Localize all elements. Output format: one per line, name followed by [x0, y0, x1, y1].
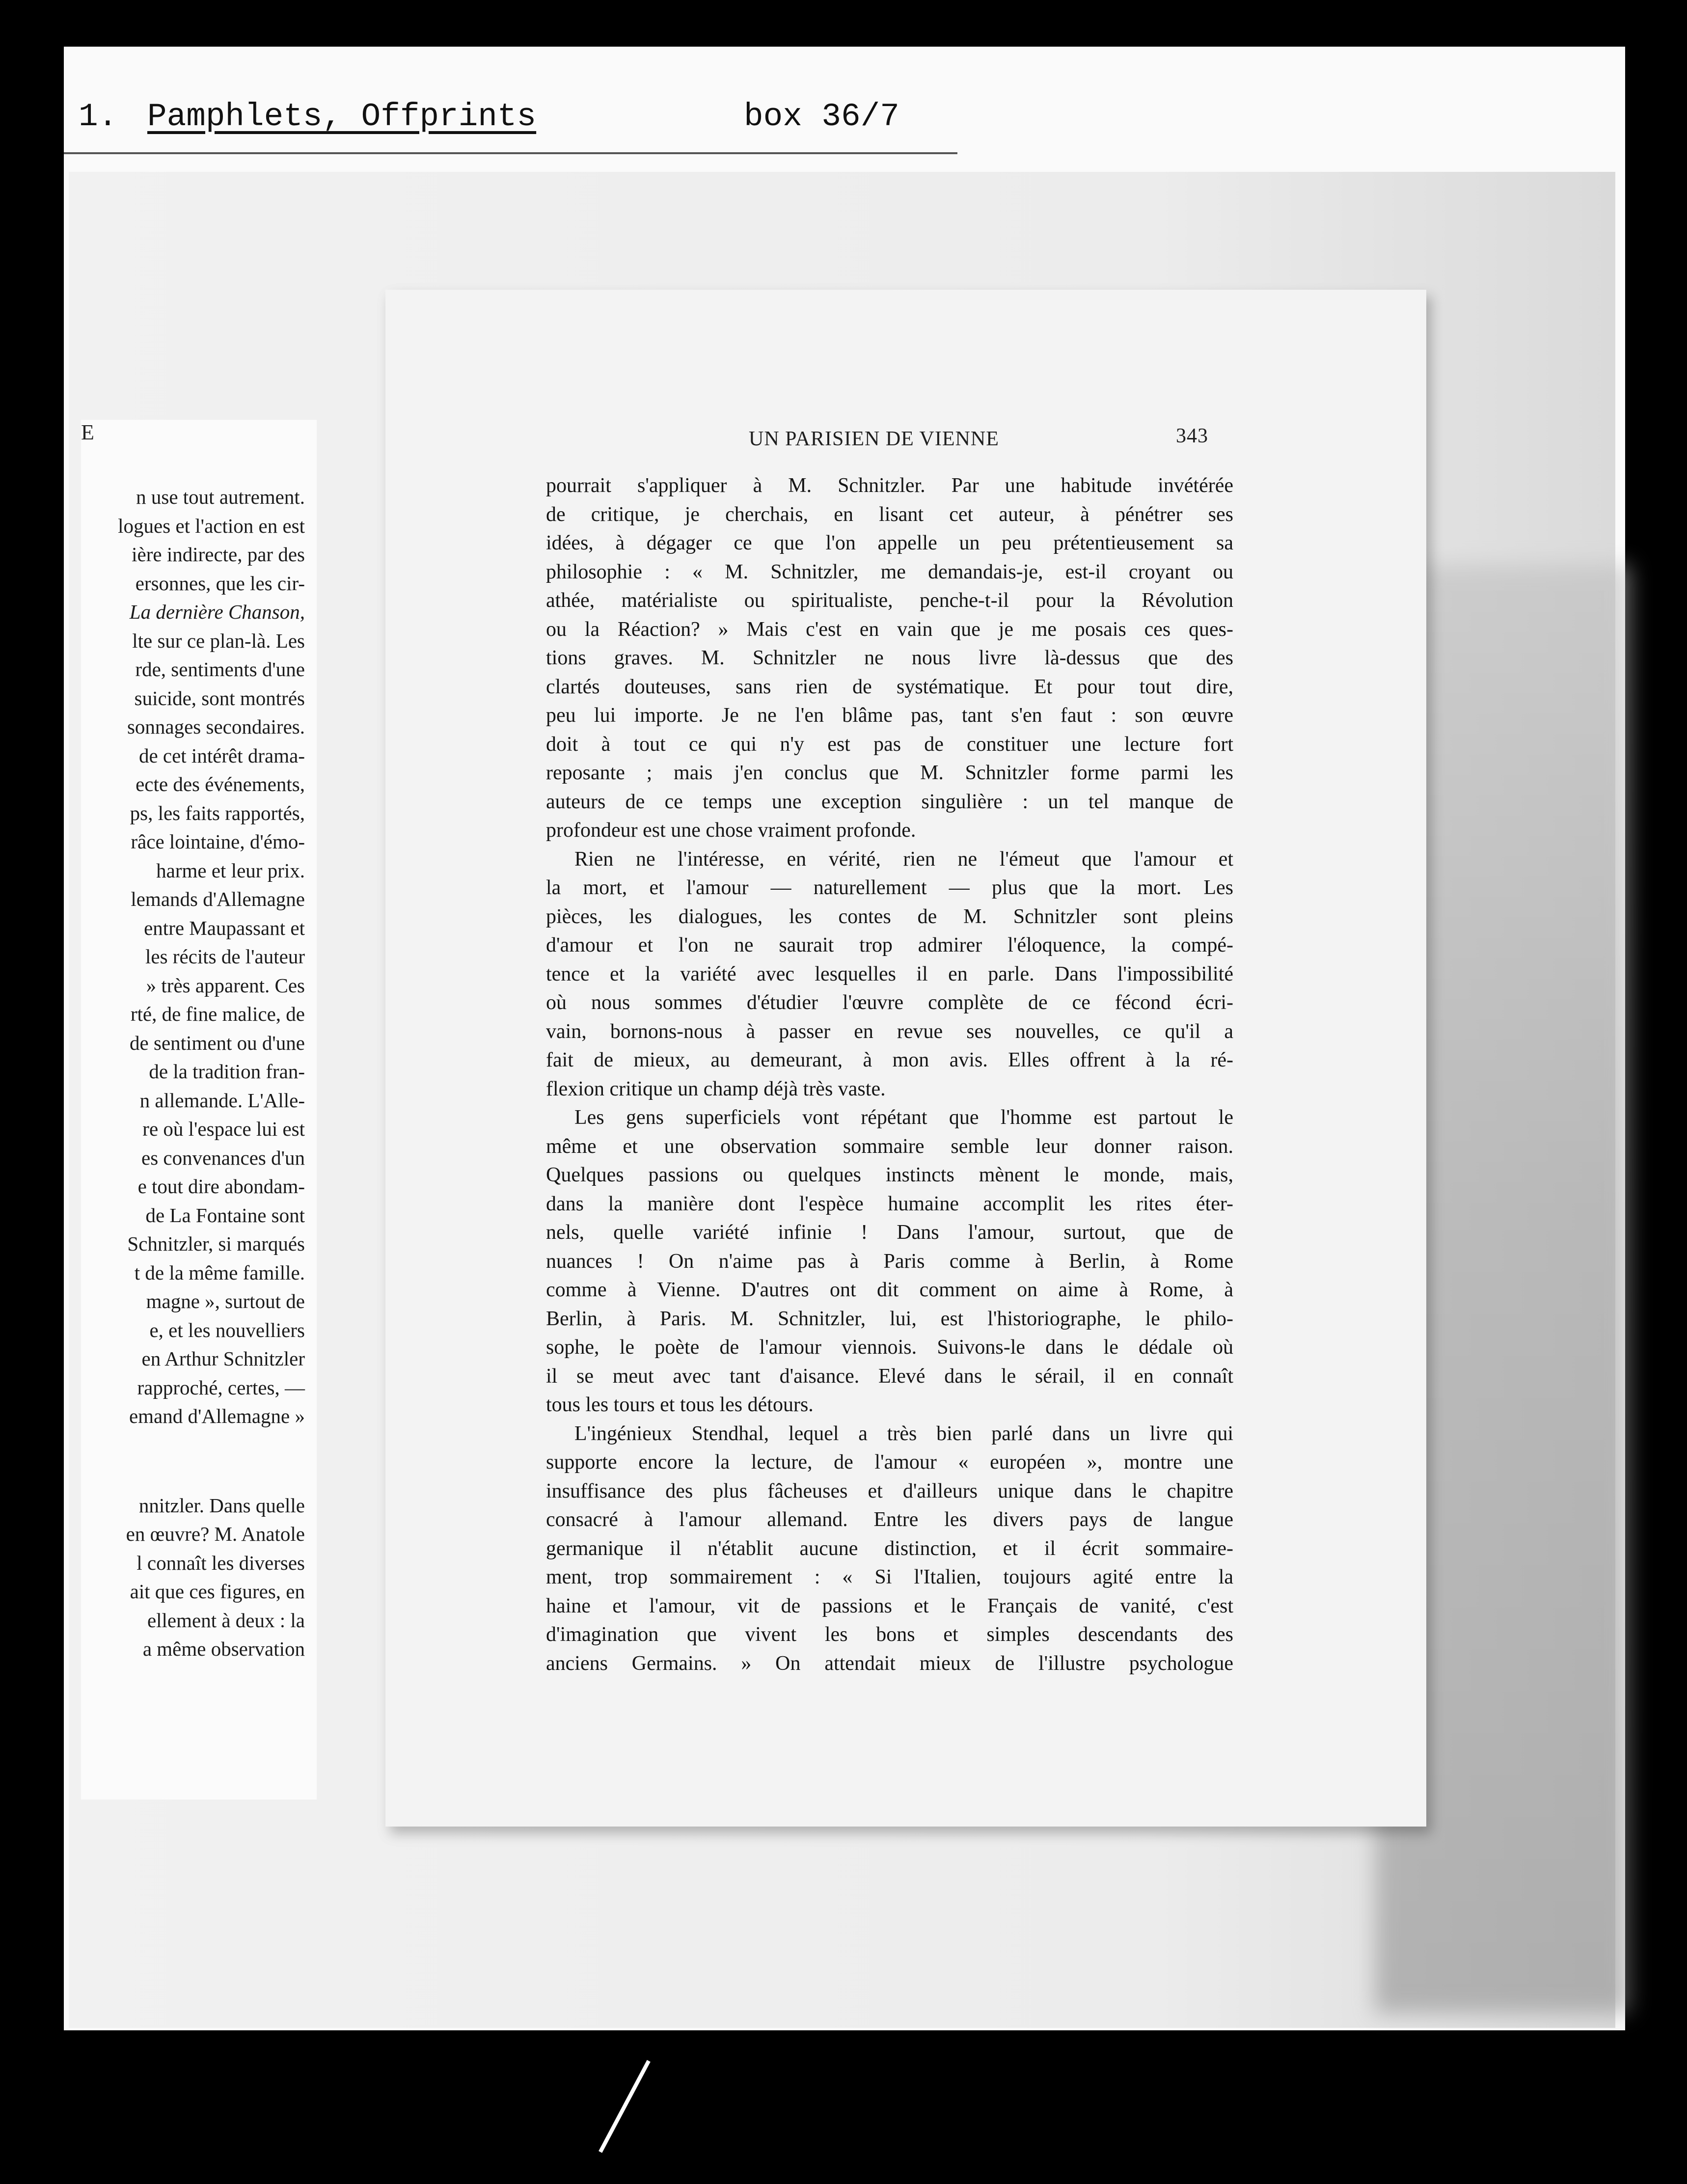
body-text-line: Quelques passions ou quelques instincts mènent le monde, mais,: [546, 1164, 1233, 1186]
header-number: 1.: [79, 98, 118, 135]
left-text-line: Schnitzler, si marqués: [127, 1232, 305, 1255]
left-text-line: suicide, sont montrés: [134, 686, 305, 710]
body-text-line: pièces, les dialogues, les contes de M. Schnitzler sont pleins: [546, 905, 1233, 928]
body-text-line: d'amour et l'on ne saurait trop admirer l'éloquence, la compé-: [546, 934, 1233, 956]
body-text-line: pourrait s'appliquer à M. Schnitzler. Par une habitude invétérée: [546, 474, 1233, 497]
left-text-line: e tout dire abondam-: [137, 1175, 305, 1198]
left-text-line: e, et les nouvelliers: [149, 1318, 305, 1341]
left-text-line: rde, sentiments d'une: [135, 658, 305, 681]
body-text-line: profondeur est une chose vraiment profonde.: [546, 819, 916, 842]
body-text-line: dans la manière dont l'espèce humaine accomplit les rites éter-: [546, 1192, 1233, 1215]
left-text-line: ecte des événements,: [136, 773, 305, 795]
left-page-header-letter: E: [81, 420, 95, 444]
left-text-line: n use tout autrement.: [136, 486, 305, 508]
body-text-line: auteurs de ce temps une exception singulière : un tel manque de: [546, 790, 1233, 813]
left-page-text: [118, 483, 305, 1664]
left-text-gap: [118, 1431, 305, 1491]
body-text-line: comme à Vienne. D'autres ont dit comment on aime à Rome, à: [546, 1279, 1233, 1301]
left-text-line: logues et l'action en est: [118, 514, 305, 537]
left-text-line: ellement à deux : la: [147, 1609, 305, 1632]
left-text-line: emand d'Allemagne »: [129, 1405, 305, 1427]
left-text-line: ps, les faits rapportés,: [130, 801, 305, 824]
left-text-line: entre Maupassant et: [144, 916, 305, 939]
left-text-line: ersonnes, que les cir-: [135, 572, 305, 595]
body-text-line: tous les tours et tous les détours.: [546, 1393, 814, 1416]
left-page-fragment: [81, 420, 317, 1800]
left-text-line: lemands d'Allemagne: [131, 888, 305, 910]
body-text-line: philosophie : « M. Schnitzler, me demandais-je, est-il croyant ou: [546, 560, 1233, 583]
header-box: box 36/7: [744, 98, 899, 135]
left-text-line: rté, de fine malice, de: [130, 1003, 305, 1025]
left-text-line: es convenances d'un: [141, 1146, 305, 1169]
body-text-line: sophe, le poète de l'amour viennois. Suivons-le dans le dédale où: [546, 1336, 1233, 1359]
body-text-line: ment, trop sommairement : « Si l'Italien, toujours agité entre la: [546, 1566, 1233, 1588]
body-text-line: Rien ne l'intéresse, en vérité, rien ne l'émeut que l'amour et: [574, 847, 1233, 871]
header-rule: [64, 152, 957, 154]
left-text-line: re où l'espace lui est: [142, 1118, 305, 1140]
body-text-line: haine et l'amour, vit de passions et le Français de vanité, c'est: [546, 1594, 1233, 1617]
left-text-line: » très apparent. Ces: [146, 974, 305, 997]
body-text-line: consacré à l'amour allemand. Entre les divers pays de langue: [546, 1508, 1233, 1531]
left-text-line: nnitzler. Dans quelle: [138, 1494, 305, 1517]
left-text-line: de la tradition fran-: [149, 1060, 305, 1083]
body-text-line: peu lui importe. Je ne l'en blâme pas, tant s'en faut : son œuvre: [546, 704, 1233, 727]
left-text-line: râce lointaine, d'émo-: [131, 830, 305, 853]
body-text-line: d'imagination que vivent les bons et simples descendants des: [546, 1623, 1233, 1646]
left-text-line: ait que ces figures, en: [130, 1580, 305, 1603]
body-text-line: supporte encore la lecture, de l'amour « européen », montre une: [546, 1451, 1233, 1474]
body-text-line: doit à tout ce qui n'y est pas de constituer une lecture fort: [546, 733, 1233, 756]
body-text-line: germanique il n'établit aucune distinction, et il écrit sommaire-: [546, 1537, 1233, 1560]
left-text-line: sonnages secondaires.: [127, 715, 305, 738]
body-text-line: ou la Réaction? » Mais c'est en vain que je me posais ces ques-: [546, 618, 1233, 641]
body-text-line: la mort, et l'amour — naturellement — plus que la mort. Les: [546, 876, 1233, 899]
body-text-line: idées, à dégager ce que l'on appelle un peu prétentieusement sa: [546, 532, 1233, 554]
left-text-line: de sentiment ou d'une: [130, 1031, 305, 1054]
body-text-line: tence et la variété avec lesquelles il en parle. Dans l'impossibilité: [546, 962, 1233, 985]
archive-header: [79, 98, 1011, 152]
body-text-line: anciens Germains. » On attendait mieux de l'illustre psychologue: [546, 1652, 1233, 1675]
left-text-line: les récits de l'auteur: [145, 945, 305, 968]
left-text-line: La dernière Chanson,: [129, 601, 305, 623]
body-text-line: où nous sommes d'étudier l'œuvre complète de ce fécond écri-: [546, 991, 1233, 1014]
body-text-line: de critique, je cherchais, en lisant cet auteur, à pénétrer ses: [546, 503, 1233, 526]
body-text-line: tions graves. M. Schnitzler ne nous livre là-dessus que des: [546, 647, 1233, 669]
body-text-line: insuffisance des plus fâcheuses et d'ailleurs unique dans le chapitre: [546, 1479, 1233, 1502]
left-text-line: rapproché, certes, —: [137, 1376, 305, 1399]
body-text-line: reposante ; mais j'en conclus que M. Schnitzler forme parmi les: [546, 762, 1233, 784]
body-text-line: Les gens superficiels vont répétant que l'homme est partout le: [574, 1106, 1233, 1129]
header-collection: Pamphlets, Offprints: [147, 98, 537, 135]
left-text-line: en œuvre? M. Anatole: [126, 1523, 305, 1545]
body-text-line: L'ingénieux Stendhal, lequel a très bien parlé dans un livre qui: [574, 1422, 1233, 1445]
left-text-line: l connaît les diverses: [136, 1551, 305, 1574]
left-text-line: en Arthur Schnitzler: [141, 1347, 305, 1370]
film-scratch: [599, 2060, 651, 2153]
body-text-line: athée, matérialiste ou spiritualiste, penche-t-il pour la Révolution: [546, 589, 1233, 612]
left-text-line: ière indirecte, par des: [132, 543, 305, 566]
body-text-line: clartés douteuses, sans rien de systématique. Et pour tout dire,: [546, 675, 1233, 698]
left-text-line: de cet intérêt drama-: [138, 744, 305, 767]
page-number: 343: [1176, 425, 1208, 447]
body-text-line: fait de mieux, au demeurant, à mon avis. Elles offrent à la ré-: [546, 1049, 1233, 1071]
left-text-line: harme et leur prix.: [156, 859, 305, 882]
body-text-line: nels, quelle variété infinie ! Dans l'amour, surtout, que de: [546, 1221, 1233, 1244]
body-text-line: nuances ! On n'aime pas à Paris comme à Berlin, à Rome: [546, 1250, 1233, 1273]
left-text-line: magne », surtout de: [146, 1290, 305, 1312]
left-text-line: a même observation: [142, 1638, 305, 1660]
page-body-text: [546, 471, 1233, 1678]
body-text-line: Berlin, à Paris. M. Schnitzler, lui, est l'historiographe, le philo-: [546, 1307, 1233, 1330]
running-head: [385, 427, 1220, 457]
body-text-line: il se meut avec tant d'aisance. Elevé dans le sérail, il en connaît: [546, 1365, 1233, 1388]
body-text-line: même et une observation sommaire semble leur donner raison.: [546, 1135, 1233, 1158]
body-text-line: vain, bornons-nous à passer en revue ses nouvelles, ce qu'il a: [546, 1020, 1233, 1043]
left-text-line: lte sur ce plan-là. Les: [132, 629, 305, 652]
left-text-line: t de la même famille.: [134, 1261, 305, 1284]
left-text-line: de La Fontaine sont: [145, 1203, 305, 1227]
running-title: UN PARISIEN DE VIENNE: [749, 428, 999, 450]
left-text-line: n allemande. L'Alle-: [139, 1089, 305, 1112]
body-text-line: flexion critique un champ déjà très vaste.: [546, 1077, 886, 1100]
